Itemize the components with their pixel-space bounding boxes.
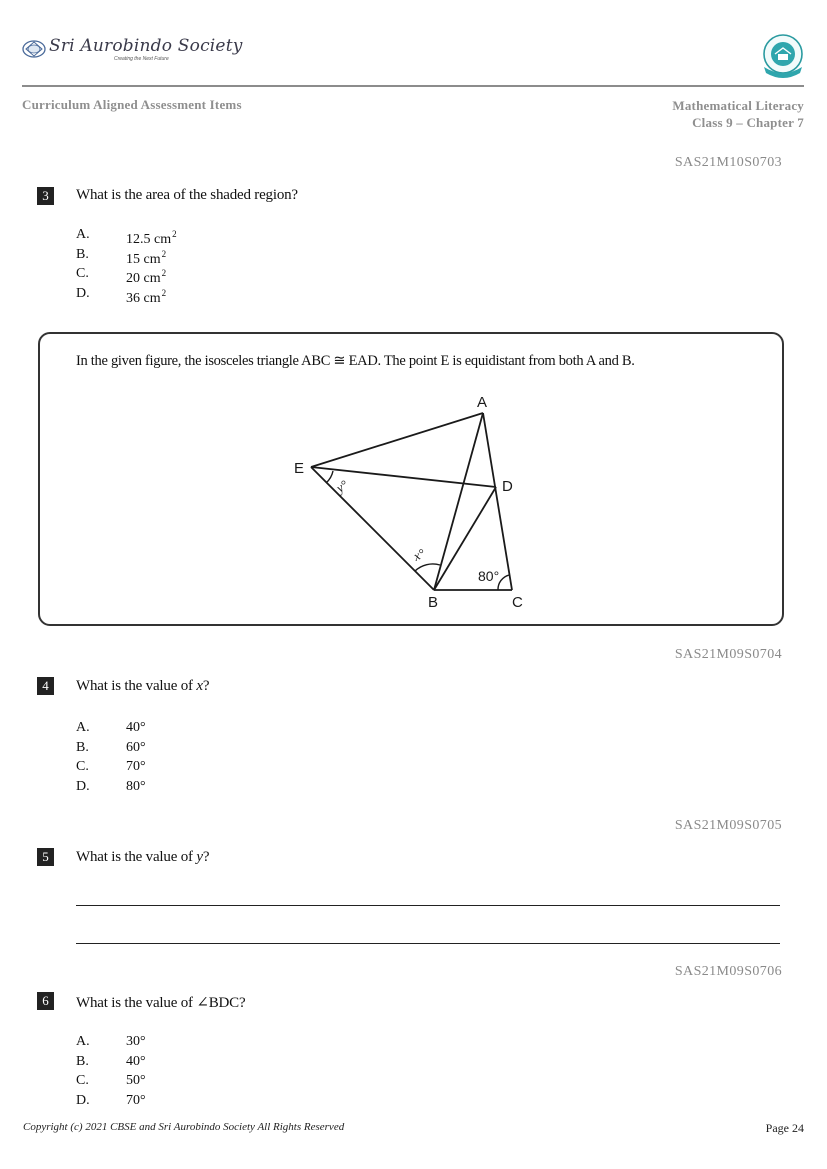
question-text: What is the value of ∠BDC?	[76, 995, 246, 1011]
point-label-b: B	[428, 594, 439, 611]
option-label: C.	[76, 759, 89, 774]
option-b[interactable]	[76, 1052, 146, 1072]
geometry-diagram	[280, 385, 550, 617]
item-code: SAS21M09S0704	[674, 647, 782, 662]
cbse-logo	[760, 33, 806, 81]
cbse-emblem-icon	[760, 33, 806, 81]
option-value: 40°	[126, 720, 146, 735]
document-series-title: Curriculum Aligned Assessment Items	[22, 97, 242, 112]
option-a[interactable]	[76, 1032, 146, 1052]
angle-label-x: x°	[410, 545, 428, 564]
question-number-badge: 5	[37, 848, 54, 866]
option-label: C.	[76, 266, 89, 281]
point-label-d: D	[502, 478, 513, 495]
superscript: 2	[161, 248, 167, 259]
question-text	[76, 849, 209, 866]
option-label: C.	[76, 1073, 89, 1088]
copyright-notice: Copyright (c) 2021 CBSE and Sri Aurobindo Society All Rights Reserved	[23, 1121, 345, 1133]
option-b[interactable]	[76, 738, 146, 758]
angle-label-80: 80°	[478, 568, 500, 584]
option-d[interactable]	[76, 1091, 146, 1111]
option-c[interactable]	[76, 757, 146, 777]
superscript: 2	[172, 229, 177, 239]
triangle-figure	[280, 385, 550, 617]
sri-aurobindo-society-logo	[22, 36, 243, 68]
variable: x	[196, 678, 203, 694]
option-value: 70°	[126, 759, 146, 774]
point-label-c: C	[512, 594, 523, 611]
option-label: D.	[76, 1092, 90, 1108]
option-a[interactable]	[76, 225, 177, 245]
option-value: 70°	[126, 1092, 146, 1108]
option-label: D.	[76, 285, 90, 301]
stimulus-text: In the given figure, the isosceles triangle ABC ≅ EAD. The point E is equidistant from both A and B.	[76, 353, 635, 369]
superscript: 2	[161, 268, 167, 278]
question-text-suffix: ?	[202, 678, 210, 694]
options-list	[76, 225, 177, 306]
variable: y	[196, 849, 203, 865]
question-number-badge: 6	[37, 992, 54, 1010]
item-code: SAS21M09S0705	[674, 818, 782, 833]
question-number-badge: 4	[37, 677, 54, 695]
subject-title: Mathematical Literacy	[672, 98, 804, 113]
point-label-e: E	[294, 460, 305, 477]
option-value: 30°	[126, 1034, 146, 1049]
logo-name: Sri Aurobindo Society	[49, 36, 243, 56]
answer-line[interactable]	[76, 905, 780, 906]
question-text-suffix: ?	[202, 849, 210, 865]
option-d[interactable]	[76, 284, 177, 304]
option-label: D.	[76, 778, 90, 794]
option-value: 36 cm	[126, 290, 161, 306]
question-number-badge: 3	[37, 187, 54, 205]
option-c[interactable]	[76, 1071, 146, 1091]
option-c[interactable]	[76, 264, 177, 284]
option-label: A.	[76, 227, 90, 242]
option-label: A.	[76, 720, 90, 735]
option-label: A.	[76, 1034, 90, 1049]
class-chapter: Class 9 – Chapter 7	[692, 115, 804, 130]
option-label: B.	[76, 739, 89, 755]
question-text-prefix: What is the value of	[76, 849, 197, 865]
item-code: SAS21M09S0706	[674, 964, 782, 979]
option-value: 50°	[126, 1073, 146, 1088]
option-value: 60°	[126, 739, 146, 755]
society-emblem-icon	[22, 40, 46, 58]
option-value: 40°	[126, 1053, 146, 1069]
point-label-a: A	[477, 394, 488, 411]
option-value: 80°	[126, 778, 146, 794]
option-value: 12.5 cm	[126, 232, 172, 247]
angle-label-y: y°	[333, 476, 351, 496]
logo-tagline: Creating the Next Future	[114, 56, 169, 62]
option-label: B.	[76, 1053, 89, 1069]
answer-line[interactable]	[76, 943, 780, 944]
options-list	[76, 718, 146, 796]
option-b[interactable]	[76, 245, 177, 265]
option-label: B.	[76, 246, 89, 262]
option-a[interactable]	[76, 718, 146, 738]
page-number: Page 24	[765, 1121, 804, 1135]
subject-class-chapter	[672, 97, 804, 131]
option-d[interactable]	[76, 777, 146, 797]
option-value: 20 cm	[126, 271, 161, 286]
superscript: 2	[161, 287, 167, 298]
option-value: 15 cm	[126, 251, 161, 267]
question-text: What is the area of the shaded region?	[76, 187, 298, 203]
options-list	[76, 1032, 146, 1110]
header-divider	[22, 85, 804, 87]
question-text-prefix: What is the value of	[76, 678, 197, 694]
question-text	[76, 678, 209, 695]
item-code: SAS21M10S0703	[674, 155, 782, 170]
